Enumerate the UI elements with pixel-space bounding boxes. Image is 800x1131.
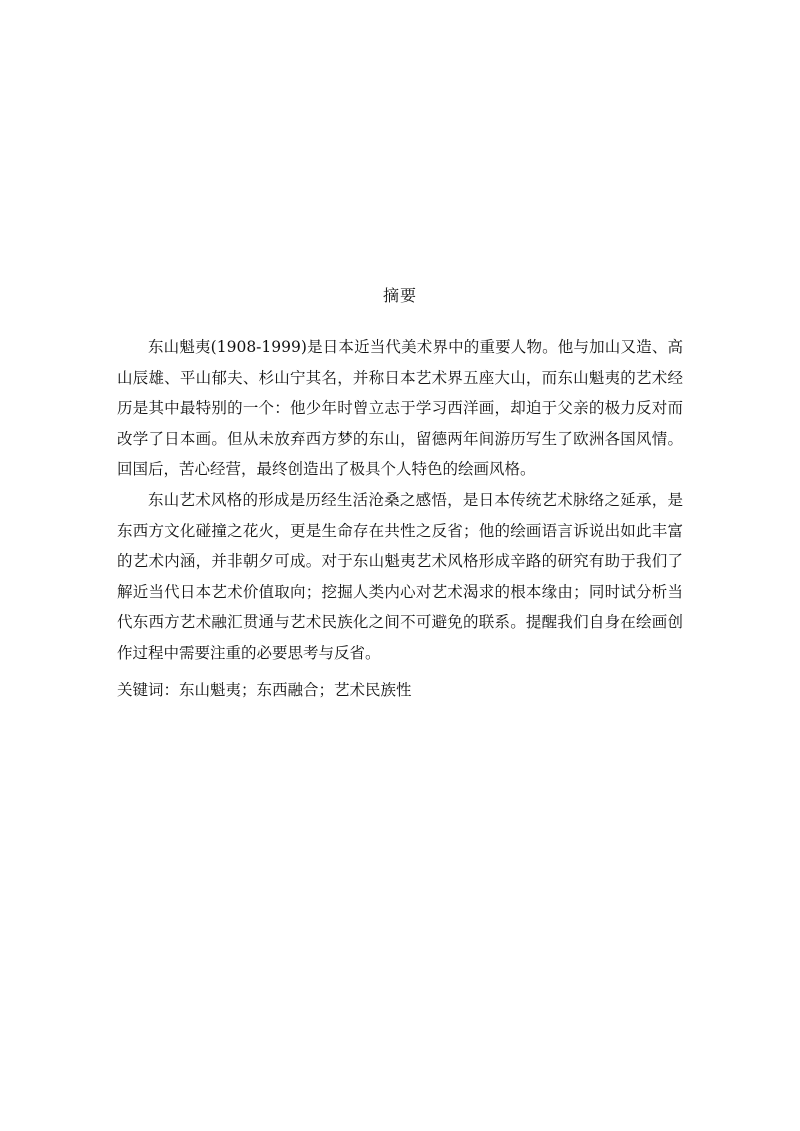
abstract-paragraph-2: 东山艺术风格的形成是历经生活沧桑之感悟，是日本传统艺术脉络之延承，是东西方文化碰撞之花火，更是生命存在共性之反省；他的绘画语言诉说出如此丰富的艺术内涵，并非朝夕可成。对于东山魁夷艺术风格形成辛路的研究有助于我们了解近当代日本艺术价值取向；挖掘人类内心对艺术渴求的根本缘由；同时试分析当代东西方艺术融汇贯通与艺术民族化之间不可避免的联系。提醒我们自身在绘画创作过程中需要注重的必要思考与反省。 (117, 490, 683, 662)
abstract-paragraph-1: 东山魁夷(1908-1999)是日本近当代美术界中的重要人物。他与加山又造、高山辰雄、平山郁夫、杉山宁其名，并称日本艺术界五座大山，而东山魁夷的艺术经历是其中最特别的一个：他少年时曾立志于学习西洋画，却迫于父亲的极力反对而改学了日本画。但从未放弃西方梦的东山，留德两年间游历写生了欧洲各国风情。回国后，苦心经营，最终创造出了极具个人特色的绘画风格。 (117, 338, 683, 479)
abstract-title: 摘要 (382, 286, 417, 305)
keywords-line: 关键词：东山魁夷；东西融合；艺术民族性 (117, 681, 412, 699)
abstract-body (117, 332, 683, 669)
